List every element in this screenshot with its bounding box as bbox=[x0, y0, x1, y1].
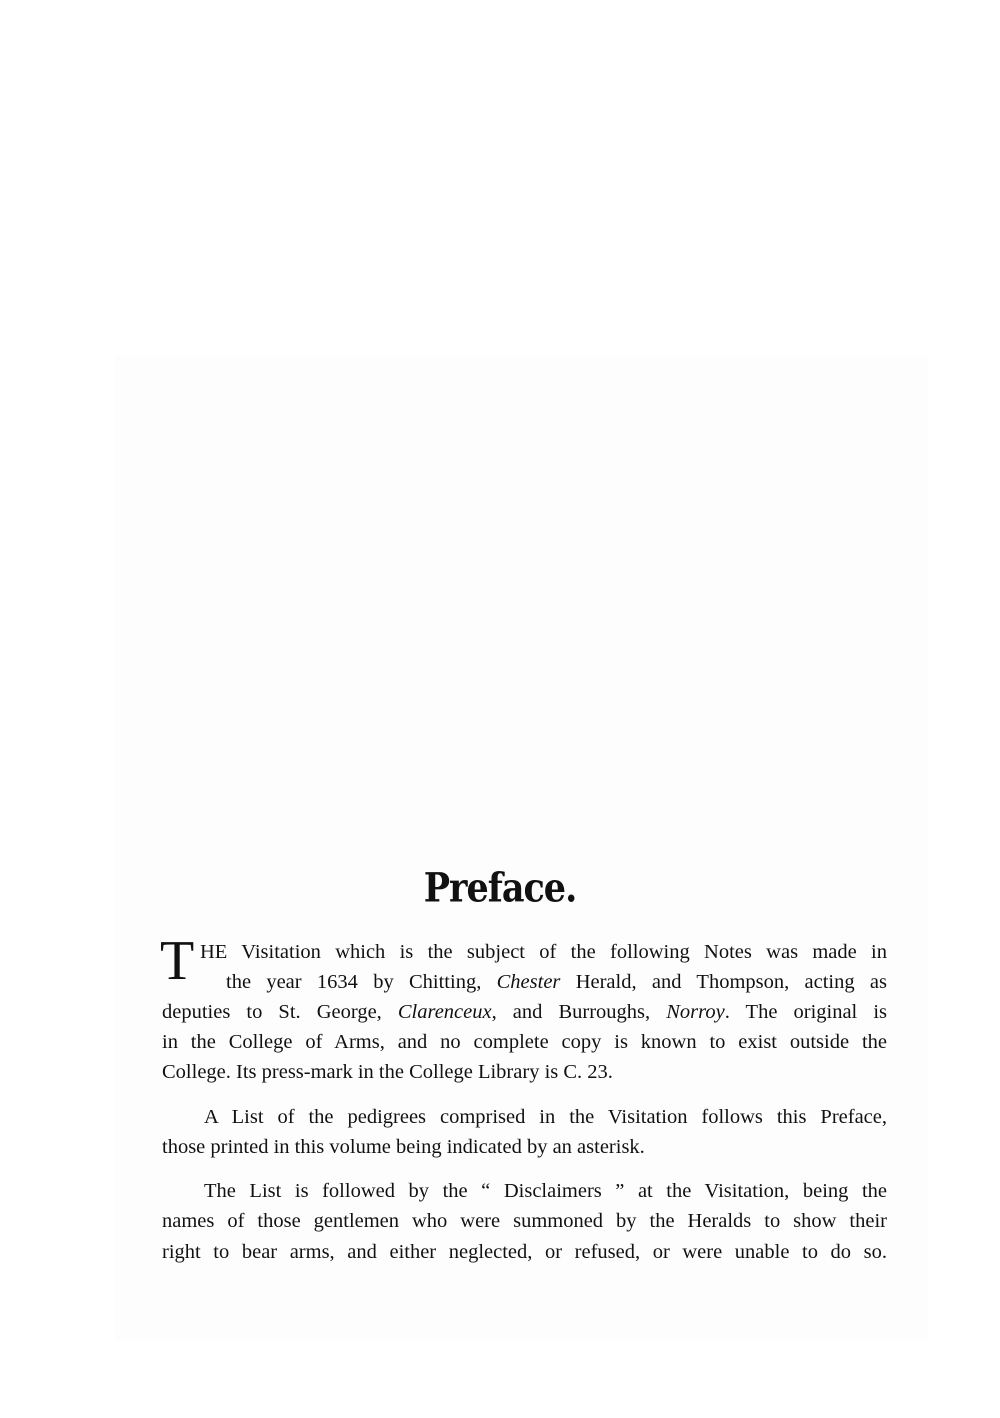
italic-text: Chester bbox=[496, 971, 561, 993]
text: in the College of Arms, and no complete copy is known to exist outside the bbox=[162, 1031, 887, 1053]
text-line: A List of the pedigrees comprised in the Visitation follows this Preface, bbox=[204, 1106, 887, 1128]
text: Herald, and Thompson, acting as bbox=[560, 971, 887, 993]
text-line bbox=[162, 1060, 613, 1084]
text: . The original is bbox=[724, 1001, 888, 1023]
text-line: names of those gentlemen who were summoned by the Heralds to show their bbox=[162, 1210, 887, 1232]
text: College. Its press-mark in the College Library is C. 23. bbox=[162, 1061, 613, 1083]
text-line bbox=[162, 1030, 887, 1054]
text-line bbox=[162, 1000, 887, 1024]
italic-text: Norroy bbox=[666, 1001, 725, 1023]
italic-text: Clarenceux bbox=[397, 1001, 492, 1023]
text: , and Burroughs, bbox=[491, 1001, 667, 1023]
text-line bbox=[200, 940, 887, 964]
text-line: The List is followed by the “ Disclaimers ” at the Visitation, being the bbox=[204, 1180, 887, 1202]
drop-cap: T bbox=[160, 930, 195, 992]
text-line: right to bear arms, and either neglected, or refused, or were unable to do so. bbox=[162, 1241, 887, 1263]
text: HE Visitation which is the subject of the following Notes was made in bbox=[200, 941, 887, 963]
text: the year 1634 by Chitting, bbox=[226, 971, 497, 993]
text: deputies to St. George, bbox=[162, 1001, 398, 1023]
page-title: Preface. bbox=[423, 864, 577, 913]
text-line bbox=[226, 970, 887, 994]
text-line: those printed in this volume being indicated by an asterisk. bbox=[162, 1136, 645, 1158]
